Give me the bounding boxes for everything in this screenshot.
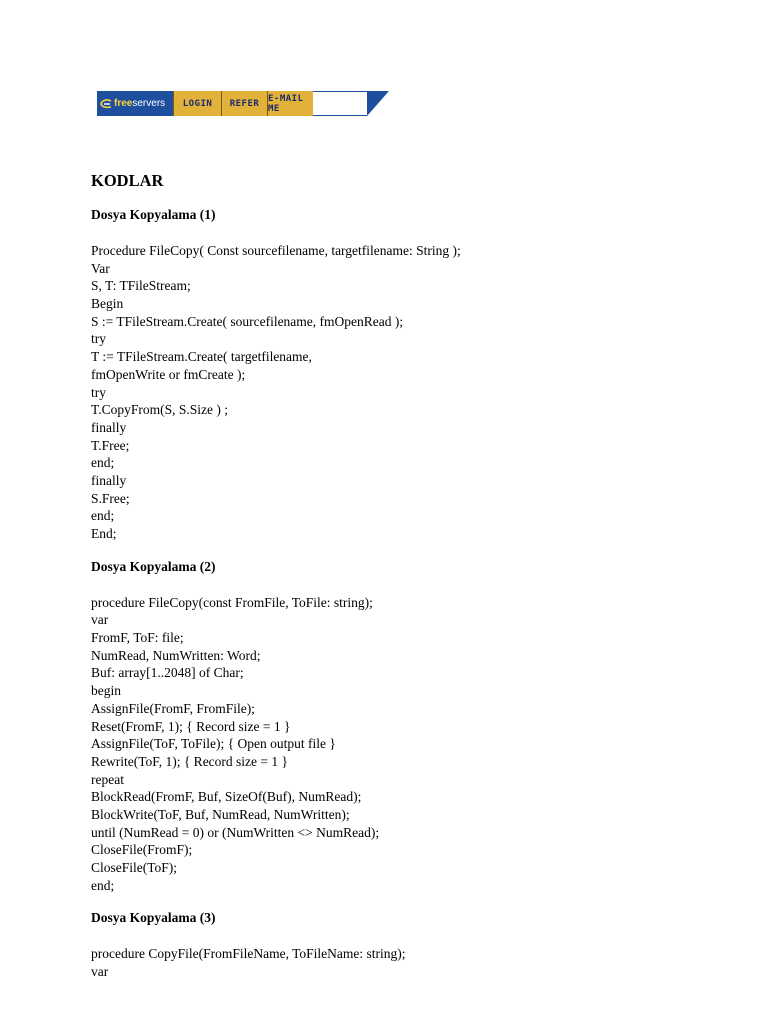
code-line: end; (91, 508, 115, 524)
section-heading: Dosya Kopyalama (2) (91, 558, 216, 574)
code-line: var (91, 612, 109, 628)
code-line: T := TFileStream.Create( targetfilename, (91, 349, 312, 365)
code-line: Begin (91, 296, 124, 312)
code-line: S := TFileStream.Create( sourcefilename, fmOpenRead ); (91, 313, 404, 329)
code-line: S.Free; (91, 490, 130, 506)
code-line: Rewrite(ToF, 1); { Record size = 1 } (91, 753, 289, 769)
code-line: BlockWrite(ToF, Buf, NumRead, NumWritten); (91, 806, 350, 822)
code-line: AssignFile(ToF, ToFile); { Open output file } (91, 736, 336, 752)
code-line: end; (91, 877, 115, 893)
code-line: fmOpenWrite or fmCreate ); (91, 366, 246, 382)
code-line: End; (91, 526, 117, 541)
code-line: Procedure FileCopy( Const sourcefilename, targetfilename: String ); (91, 243, 461, 258)
login-button[interactable]: LOGIN (173, 91, 221, 116)
code-line: CloseFile(FromF); (91, 842, 193, 858)
refer-button[interactable]: REFER (221, 91, 267, 116)
section-heading: Dosya Kopyalama (3) (91, 910, 216, 926)
code-line: NumRead, NumWritten: Word; (91, 647, 261, 663)
code-line: procedure FileCopy(const FromFile, ToFile: string); (91, 594, 373, 610)
code-line: try (91, 384, 106, 400)
code-block (91, 945, 731, 980)
code-line: until (NumRead = 0) or (NumWritten <> NumRead); (91, 824, 380, 840)
freeservers-logo[interactable] (97, 91, 173, 116)
banner-arrow-icon (367, 91, 389, 116)
code-line: Reset(FromF, 1); { Record size = 1 } (91, 718, 291, 734)
code-line: AssignFile(FromF, FromFile); (91, 700, 255, 716)
code-line: repeat (91, 771, 124, 787)
code-line: Var (91, 260, 110, 276)
code-line: procedure CopyFile(FromFileName, ToFileName: string); (91, 946, 406, 962)
code-line: finally (91, 472, 127, 488)
code-block (91, 594, 731, 895)
code-line: var (91, 964, 109, 980)
banner-blank-panel (313, 91, 367, 116)
code-line: S, T: TFileStream; (91, 278, 191, 294)
code-line: T.Free; (91, 437, 130, 453)
document-body (91, 170, 731, 981)
code-line: FromF, ToF: file; (91, 630, 184, 646)
email-me-button[interactable]: E-MAIL ME (267, 91, 313, 116)
code-line: Buf: array[1..2048] of Char; (91, 665, 244, 681)
page-title: KODLAR (91, 171, 164, 190)
code-line: BlockRead(FromF, Buf, SizeOf(Buf), NumRead); (91, 789, 362, 805)
code-line: try (91, 331, 106, 347)
code-line: end; (91, 455, 115, 471)
code-line: finally (91, 419, 127, 435)
logo-text-bold: free (114, 98, 133, 109)
section-heading: Dosya Kopyalama (1) (91, 207, 216, 222)
code-line: begin (91, 683, 121, 699)
logo-text-rest: servers (132, 98, 166, 109)
freeservers-logo-icon (100, 99, 112, 109)
code-block (91, 242, 731, 543)
freeservers-banner (97, 91, 389, 116)
code-line: T.CopyFrom(S, S.Size ) ; (91, 402, 229, 418)
code-line: CloseFile(ToF); (91, 860, 178, 875)
